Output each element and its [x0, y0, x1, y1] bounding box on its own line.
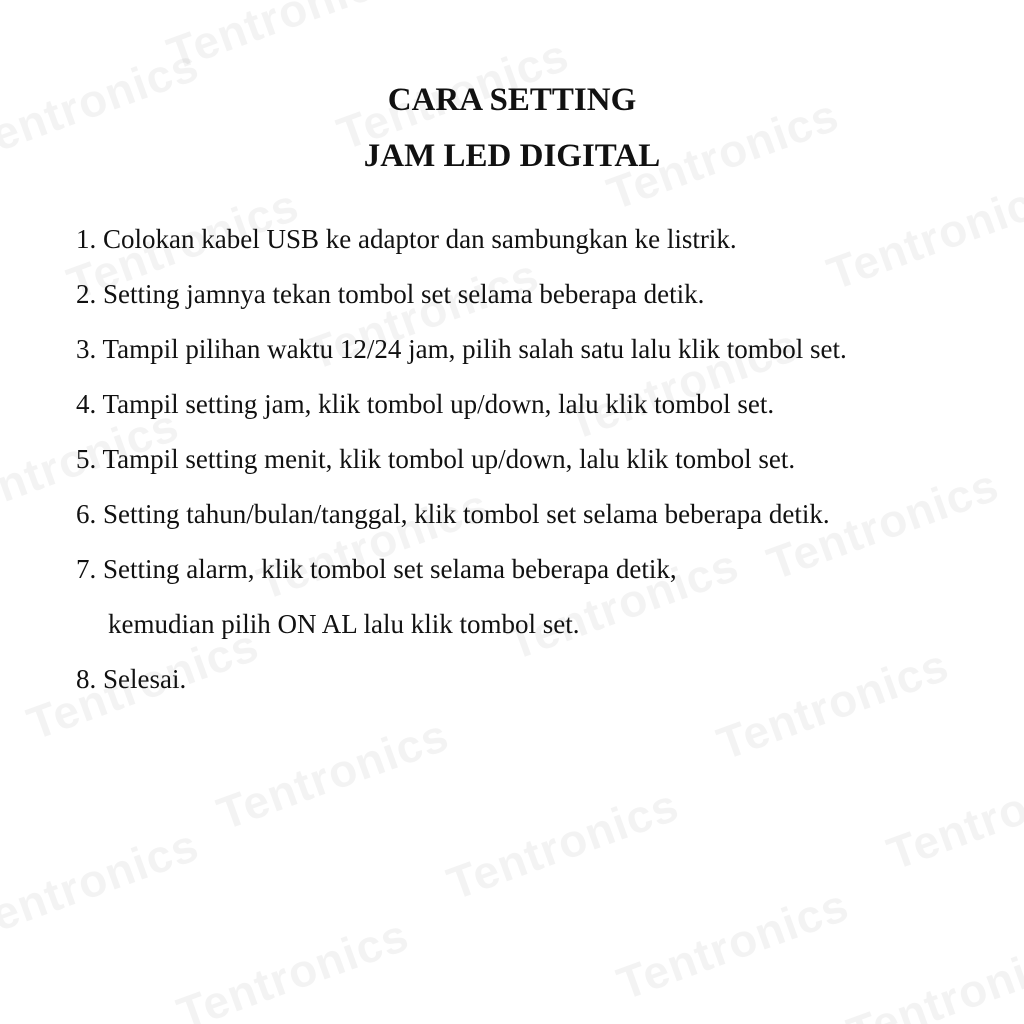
watermark [170, 907, 416, 1024]
step-text: Selesai. [103, 664, 187, 694]
step-item [76, 212, 1016, 267]
watermark [880, 747, 1024, 880]
title-line-2: JAM LED DIGITAL [363, 138, 661, 174]
steps-list [76, 212, 1016, 707]
step-number: 4. [76, 389, 97, 419]
step-number: 8. [76, 664, 97, 694]
watermark [0, 817, 206, 950]
watermark [840, 927, 1024, 1024]
title-line-1: CARA SETTING [387, 82, 637, 118]
step-continuation [76, 597, 1016, 652]
step-item [76, 432, 1016, 487]
step-item [76, 377, 1016, 432]
step-continuation-text: kemudian pilih ON AL lalu klik tombol set. [108, 609, 580, 639]
step-text: Setting tahun/bulan/tanggal, klik tombol set selama beberapa detik. [103, 499, 830, 529]
step-text: Tampil pilihan waktu 12/24 jam, pilih salah satu lalu klik tombol set. [102, 334, 847, 364]
step-item [76, 322, 1016, 377]
step-text: Setting alarm, klik tombol set selama beberapa detik, [103, 554, 677, 584]
step-text: Tampil setting jam, klik tombol up/down, lalu klik tombol set. [102, 389, 775, 419]
watermark [160, 0, 406, 81]
step-number: 6. [76, 499, 97, 529]
step-text: Tampil setting menit, klik tombol up/down, lalu klik tombol set. [102, 444, 796, 474]
step-number: 3. [76, 334, 97, 364]
step-item [76, 267, 1016, 322]
step-text: Setting jamnya tekan tombol set selama beberapa detik. [103, 279, 705, 309]
step-number: 7. [76, 554, 97, 584]
step-item [76, 542, 1016, 597]
step-number: 1. [76, 224, 97, 254]
step-text: Colokan kabel USB ke adaptor dan sambungkan ke listrik. [103, 224, 737, 254]
step-item [76, 487, 1016, 542]
watermark [610, 877, 856, 1010]
step-item [76, 652, 1016, 707]
watermark [440, 777, 686, 910]
page-title [0, 72, 1024, 184]
step-number: 5. [76, 444, 97, 474]
watermark [210, 707, 456, 840]
step-number: 2. [76, 279, 97, 309]
